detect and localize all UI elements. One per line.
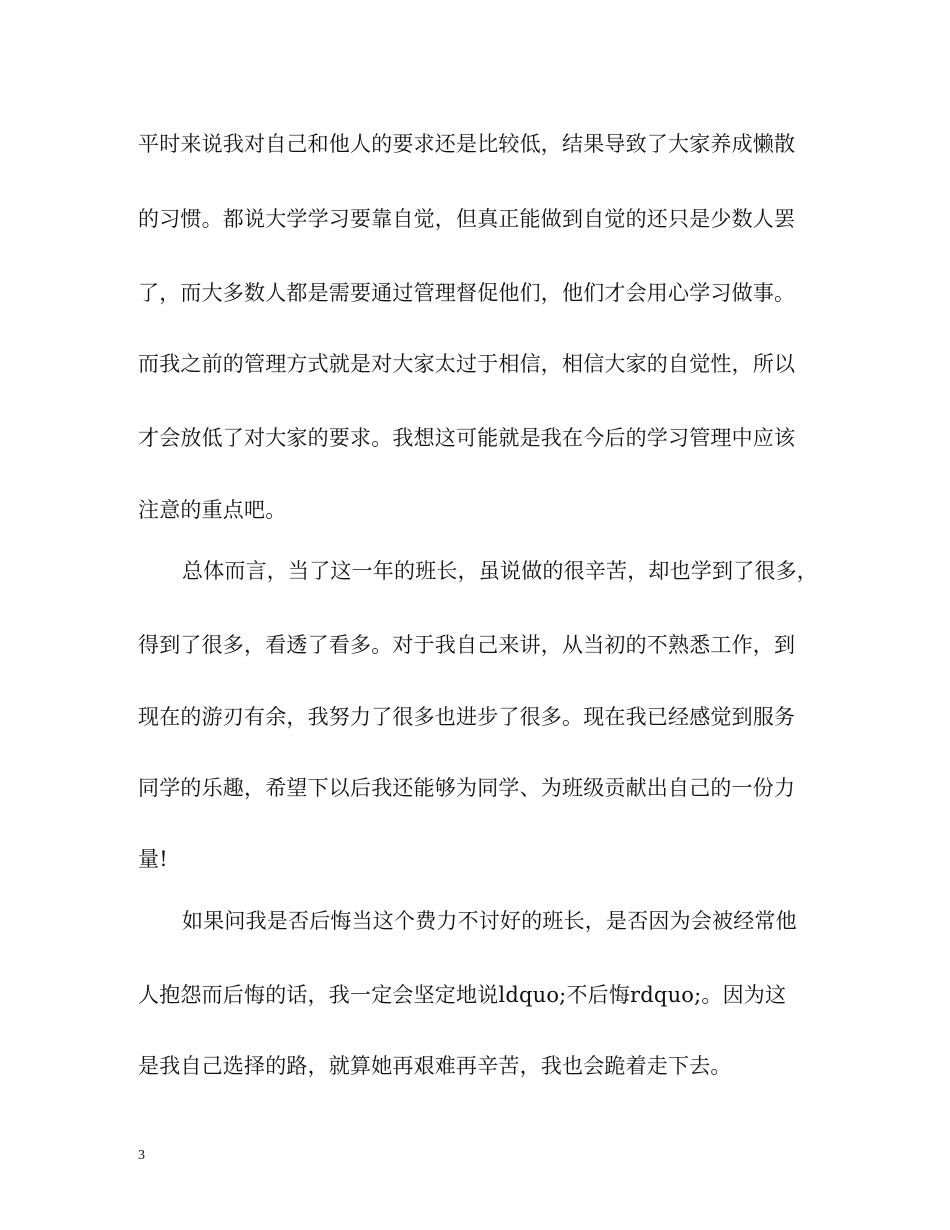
text-line: 同学的乐趣，希望下以后我还能够为同学、为班级贡献出自己的一份力 bbox=[138, 776, 796, 800]
text-line: 才会放低了对大家的要求。我想这可能就是我在今后的学习管理中应该 bbox=[138, 426, 796, 450]
text-line: 而我之前的管理方式就是对大家太过于相信，相信大家的自觉性，所以 bbox=[138, 352, 796, 376]
page-number: 3 bbox=[138, 1148, 145, 1163]
text-line: 平时来说我对自己和他人的要求还是比较低，结果导致了大家养成懒散 bbox=[138, 132, 796, 156]
text-line: 了，而大多数人都是需要通过管理督促他们，他们才会用心学习做事。 bbox=[138, 281, 796, 305]
text-line: 注意的重点吧。 bbox=[138, 498, 287, 522]
text-line: 人抱怨而后悔的话，我一定会坚定地说ldquo;不后悔rdquo;。因为这 bbox=[138, 983, 787, 1007]
text-line: 是我自己选择的路，就算她再艰难再辛苦，我也会跪着走下去。 bbox=[138, 1054, 732, 1078]
text-line: 现在的游刃有余，我努力了很多也进步了很多。现在我已经感觉到服务 bbox=[138, 705, 796, 729]
paragraph-first-line: 如果问我是否后悔当这个费力不讨好的班长，是否因为会被经常他 bbox=[182, 909, 797, 933]
text-line: 得到了很多，看透了看多。对于我自己来讲，从当初的不熟悉工作，到 bbox=[138, 633, 796, 657]
paragraph-first-line: 总体而言，当了这一年的班长，虽说做的很辛苦，却也学到了很多， bbox=[182, 559, 818, 583]
text-line: 量! bbox=[138, 847, 168, 871]
text-line: 的习惯。都说大学学习要靠自觉，但真正能做到自觉的还只是少数人罢 bbox=[138, 207, 796, 231]
